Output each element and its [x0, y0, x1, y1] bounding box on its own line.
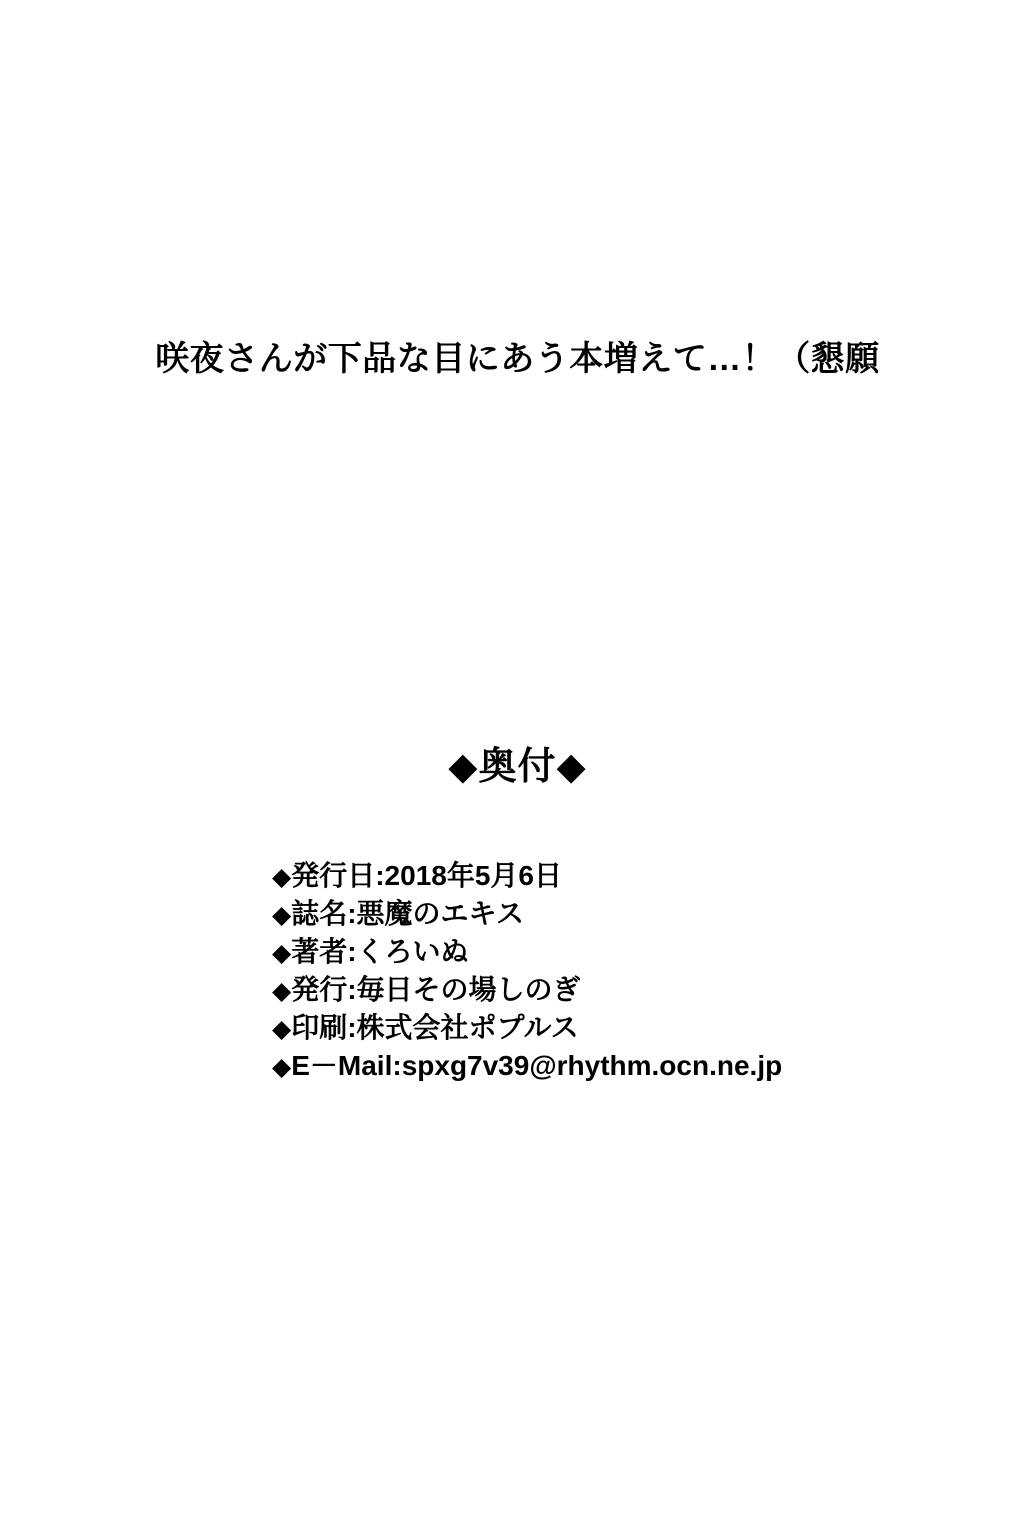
page-headline: 咲夜さんが下品な目にあう本増えて…！（懇願 [155, 340, 880, 378]
colophon-item-text: 発行日:2018年5月6日 [291, 860, 562, 891]
colophon-item-text: 著者:くろいぬ [291, 936, 469, 968]
colophon-item-text: 印刷:株式会社ポプルス [291, 1012, 579, 1044]
colophon-item-printer [272, 1009, 782, 1047]
colophon-item-text: 発行:毎日その場しのぎ [291, 974, 581, 1006]
diamond-bullet-icon: ◆ [272, 863, 292, 891]
colophon-item-email [272, 1047, 782, 1085]
colophon-item-publish-date [272, 857, 782, 895]
diamond-bullet-icon: ◆ [272, 1053, 292, 1082]
colophon-item-publisher [272, 971, 782, 1009]
colophon-item-author [272, 933, 782, 971]
colophon-list [272, 857, 782, 1085]
diamond-bullet-icon: ◆ [272, 901, 292, 930]
colophon-item-text: 誌名:悪魔のエキス [291, 898, 524, 930]
diamond-bullet-icon: ◆ [272, 939, 292, 968]
diamond-bullet-icon: ◆ [272, 1015, 292, 1044]
colophon-item-title [272, 895, 782, 933]
colophon-heading: ◆奥付◆ [448, 746, 587, 788]
colophon-item-text: E－Mail:spxg7v39@rhythm.ocn.ne.jp [291, 1050, 783, 1082]
diamond-bullet-icon: ◆ [272, 977, 292, 1006]
